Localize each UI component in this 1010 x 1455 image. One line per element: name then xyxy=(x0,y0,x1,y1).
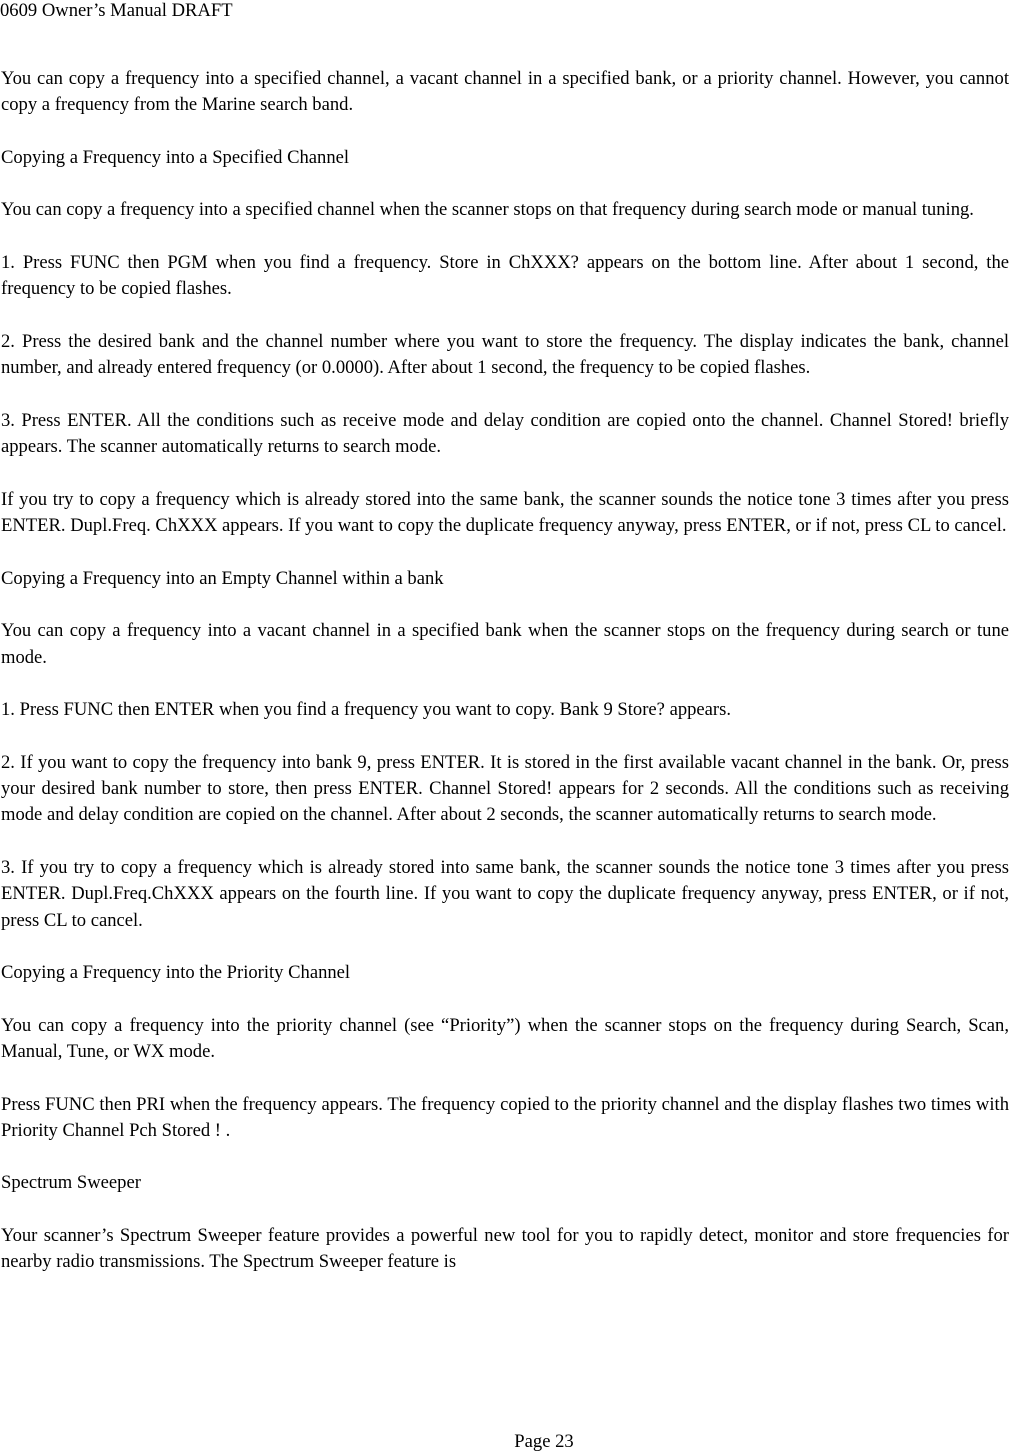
specified-channel-step-2: 2. Press the desired bank and the channel number where you want to store the frequency. The display indicates the bank, channel number, and already entered frequency (or 0.0000). After about 1 second, the frequency to be copied flashes. xyxy=(1,330,1009,379)
priority-channel-intro: You can copy a frequency into the priority channel (see “Priority”) when the scanner stops on the frequency during Search, Scan, Manual, Tune, or WX mode. xyxy=(1,1014,1009,1062)
empty-channel-intro: You can copy a frequency into a vacant channel in a specified bank when the scanner stops on the frequency during search or tune mode. xyxy=(1,620,1009,668)
specified-channel-step-1: 1. Press FUNC then PGM when you find a frequency. Store in ChXXX? appears on the bottom line. After about 1 second, the frequency to be copied flashes. xyxy=(1,252,1009,300)
priority-channel-instructions: Press FUNC then PRI when the frequency appears. The frequency copied to the priority channel and the display flashes two times with Priority Channel Pch Stored ! . xyxy=(1,1093,1009,1141)
section-heading-spectrum-sweeper: Spectrum Sweeper xyxy=(1,1172,141,1194)
empty-channel-step-3: 3. If you try to copy a frequency which is already stored into same bank, the scanner sounds the notice tone 3 times after you press ENTER. Dupl.Freq.ChXXX appears on the fourth line. If you want to copy the duplicate frequency anyway, press ENTER, or if not, press CL to cancel. xyxy=(1,856,1009,931)
specified-channel-duplicate-note: If you try to copy a frequency which is already stored into the same bank, the scanner sounds the notice tone 3 times after you press ENTER. Dupl.Freq. ChXXX appears. If you want to copy the duplicate frequency anyway, press ENTER, or if not, press CL to cancel. xyxy=(1,488,1009,537)
specified-channel-step-3: 3. Press ENTER. All the conditions such as receive mode and delay condition are copied onto the channel. Channel Stored! briefly appears. The scanner automatically returns to search mode. xyxy=(1,409,1009,458)
section-heading-priority-channel: Copying a Frequency into the Priority Channel xyxy=(1,962,351,984)
empty-channel-step-2: 2. If you want to copy the frequency into bank 9, press ENTER. It is stored in the first available vacant channel in the bank. Or, press your desired bank number to store, then press ENTER. Channel Stored! appears for 2 seconds. All the conditions such as receiving mode and delay condition are copied on the channel. After about 2 seconds, the scanner automatically returns to search mode. xyxy=(1,751,1009,826)
specified-channel-intro: You can copy a frequency into a specified channel when the scanner stops on that frequency during search mode or manual tuning. xyxy=(1,199,974,221)
spectrum-sweeper-intro: Your scanner’s Spectrum Sweeper feature provides a powerful new tool for you to rapidly detect, monitor and store frequencies for nearby radio transmissions. The Spectrum Sweeper feature is xyxy=(1,1225,1009,1273)
page-number: Page 23 xyxy=(514,1431,574,1452)
page-header: 0609 Owner’s Manual DRAFT xyxy=(0,0,233,21)
intro-paragraph: You can copy a frequency into a specified channel, a vacant channel in a specified bank, or a priority channel. However, you cannot copy a frequency from the Marine search band. xyxy=(1,68,1009,116)
empty-channel-step-1: 1. Press FUNC then ENTER when you find a frequency you want to copy. Bank 9 Store? appears. xyxy=(1,699,731,721)
document-body xyxy=(1,66,1009,1276)
section-heading-specified-channel: Copying a Frequency into a Specified Channel xyxy=(1,146,350,168)
section-heading-empty-channel: Copying a Frequency into an Empty Channel within a bank xyxy=(1,567,444,589)
